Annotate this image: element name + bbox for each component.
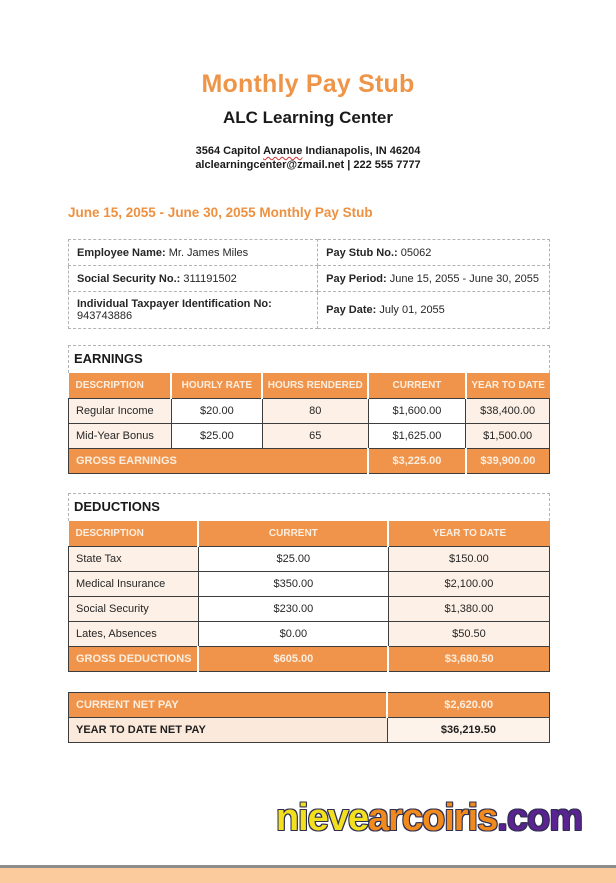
deductions-section-title: DEDUCTIONS (68, 493, 550, 521)
employee-name-cell (69, 240, 318, 266)
current-cell: $230.00 (198, 597, 388, 622)
hourly-rate-cell: $20.00 (171, 399, 262, 424)
column-header: YEAR TO DATE (466, 373, 550, 399)
table-row (69, 547, 550, 572)
total-current: $605.00 (198, 647, 388, 672)
current-cell: $1,625.00 (368, 424, 466, 449)
deductions-header-row (69, 521, 550, 547)
hours-rendered-cell: 80 (262, 399, 368, 424)
field-label: Individual Taxpayer Identification No: (77, 298, 272, 310)
current-cell: $1,600.00 (368, 399, 466, 424)
current-cell: $350.00 (198, 572, 388, 597)
table-row (69, 240, 550, 266)
net-pay-value: $2,620.00 (387, 693, 549, 718)
address-suffix: Indianapolis, IN 46204 (305, 145, 421, 157)
net-pay-label: YEAR TO DATE NET PAY (69, 718, 388, 743)
table-row (69, 622, 550, 647)
field-value: July 01, 2055 (379, 304, 445, 316)
year-to-date-cell: $1,500.00 (466, 424, 550, 449)
description-cell: State Tax (69, 547, 199, 572)
earnings-header-row (69, 373, 550, 399)
address-line (0, 144, 616, 158)
current-cell: $0.00 (198, 622, 388, 647)
total-year-to-date: $39,900.00 (466, 449, 550, 474)
total-current: $3,225.00 (368, 449, 466, 474)
gross-earnings-row (69, 449, 550, 474)
net-pay-label: CURRENT NET PAY (69, 693, 388, 718)
description-cell: Social Security (69, 597, 199, 622)
address-prefix: 3564 Capitol (195, 145, 261, 157)
field-label: Pay Stub No.: (326, 246, 398, 259)
logo-part-orange: arcoiris (367, 797, 498, 839)
field-value: 943743886 (77, 310, 133, 322)
description-cell: Lates, Absences (69, 622, 199, 647)
table-row (69, 597, 550, 622)
description-cell: Medical Insurance (69, 572, 199, 597)
earnings-table (68, 373, 550, 474)
year-to-date-cell: $2,100.00 (388, 572, 549, 597)
gross-deductions-row (69, 647, 550, 672)
column-header: CURRENT (368, 373, 466, 399)
outside-page-strip (0, 868, 616, 883)
column-header: CURRENT (198, 521, 388, 547)
description-cell: Regular Income (69, 399, 172, 424)
document-title: Monthly Pay Stub (201, 70, 415, 98)
company-name: ALC Learning Center (222, 108, 394, 127)
current-cell: $25.00 (198, 547, 388, 572)
current-net-pay-row (69, 693, 550, 718)
column-header: DESCRIPTION (69, 373, 172, 399)
pay-date-cell (318, 292, 550, 329)
pay-stub-no-cell (318, 240, 550, 266)
employee-info-table (68, 239, 550, 329)
ytd-net-pay-row (69, 718, 550, 743)
total-label: GROSS EARNINGS (69, 449, 369, 474)
column-header: DESCRIPTION (69, 521, 199, 547)
document-content (68, 205, 550, 743)
pay-period-cell (318, 266, 550, 292)
year-to-date-cell: $1,380.00 (388, 597, 549, 622)
column-header: HOURS RENDERED (262, 373, 368, 399)
year-to-date-cell: $50.50 (388, 622, 549, 647)
company-address-block (0, 144, 616, 172)
table-row (69, 292, 550, 329)
deductions-table (68, 521, 550, 672)
field-value: 311191502 (183, 272, 237, 285)
table-row (69, 424, 550, 449)
field-label: Social Security No.: (77, 272, 181, 285)
field-value: Mr. James Miles (168, 246, 249, 259)
table-row (69, 266, 550, 292)
table-row (69, 399, 550, 424)
misspelled-word: Avanue (263, 145, 303, 157)
total-year-to-date: $3,680.50 (388, 647, 549, 672)
column-header: HOURLY RATE (171, 373, 262, 399)
year-to-date-cell: $38,400.00 (466, 399, 550, 424)
logo-part-yellow: nieve (275, 797, 368, 839)
ssn-cell (69, 266, 318, 292)
column-header: YEAR TO DATE (388, 521, 549, 547)
field-label: Pay Period: (326, 272, 387, 285)
description-cell: Mid-Year Bonus (69, 424, 172, 449)
table-row (69, 572, 550, 597)
field-value: June 15, 2055 - June 30, 2055 (389, 272, 539, 285)
logo-part-purple: .com (497, 797, 582, 839)
hourly-rate-cell: $25.00 (171, 424, 262, 449)
itin-cell (69, 292, 318, 329)
contact-line: alclearningcenter@zmail.net | 222 555 7777 (195, 159, 421, 171)
field-value: 05062 (400, 246, 432, 259)
net-pay-value: $36,219.50 (387, 718, 549, 743)
total-label: GROSS DEDUCTIONS (69, 647, 199, 672)
pay-period-heading: June 15, 2055 - June 30, 2055 Monthly Pay Stub (68, 205, 373, 220)
field-label: Employee Name: (77, 246, 166, 259)
year-to-date-cell: $150.00 (388, 547, 549, 572)
net-pay-table (68, 692, 550, 743)
brand-logo (276, 797, 582, 840)
field-label: Pay Date: (326, 304, 377, 316)
hours-rendered-cell: 65 (262, 424, 368, 449)
earnings-section-title: EARNINGS (68, 345, 550, 373)
